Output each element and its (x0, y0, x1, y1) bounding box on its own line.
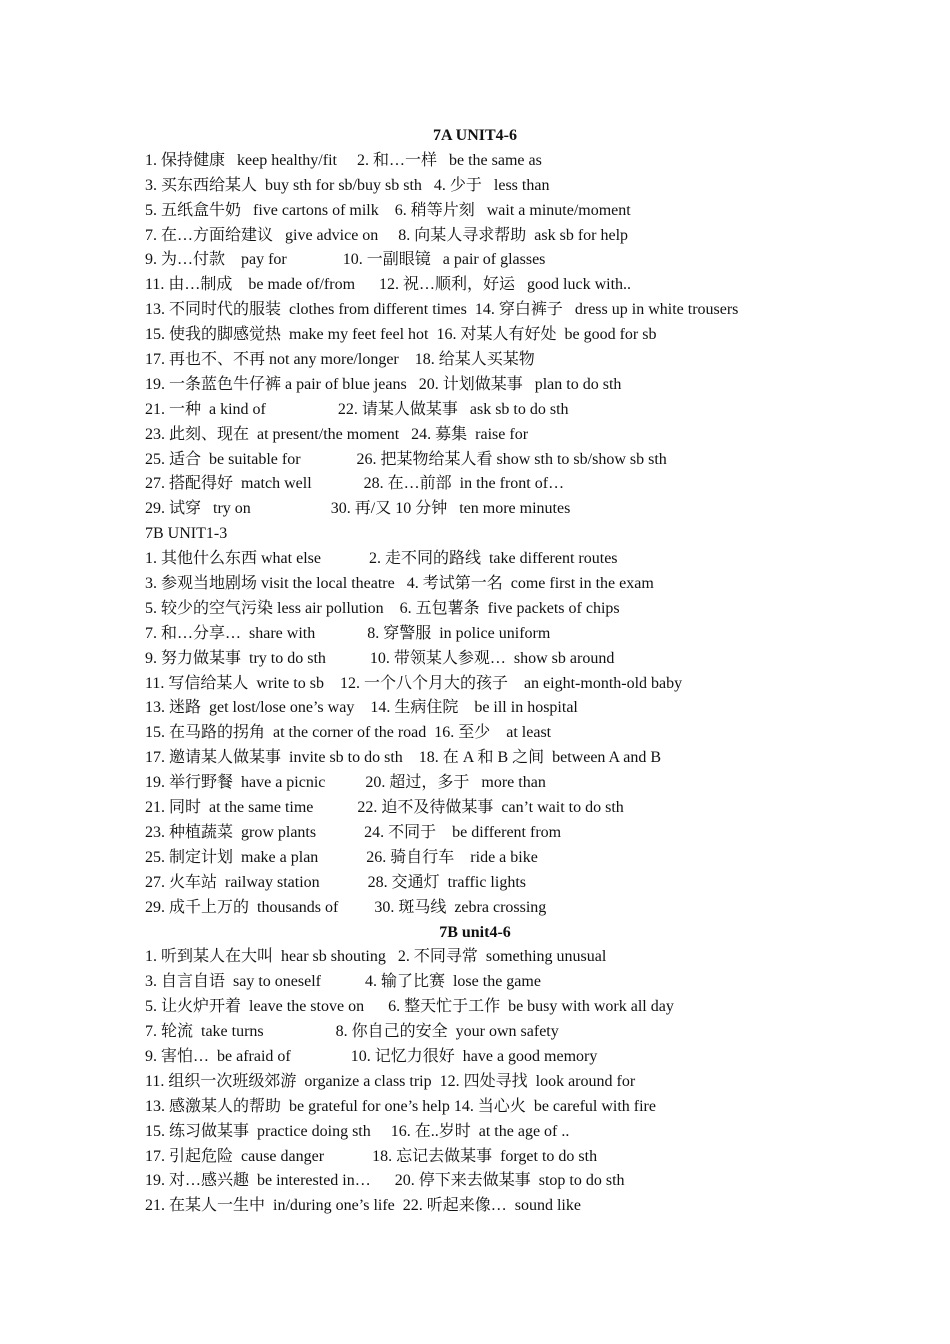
vocab-line: 11. 写信给某人 write to sb 12. 一个八个月大的孩子 an eight-month-old baby (145, 674, 683, 692)
vocab-line: 7. 在…方面给建议 give advice on 8. 向某人寻求帮助 ask sb for help (145, 226, 629, 244)
vocab-line: 17. 再也不、不再 not any more/longer 18. 给某人买某物 (145, 351, 535, 369)
vocab-line: 19. 举行野餐 have a picnic 20. 超过，多于 more than (145, 774, 546, 792)
section-title-7a-unit4-6: 7A UNIT4-6 (432, 127, 517, 144)
vocab-line: 1. 保持健康 keep healthy/fit 2. 和…一样 be the same as (145, 151, 542, 169)
document-body (0, 124, 950, 1219)
vocab-line: 7. 轮流 take turns 8. 你自己的安全 your own safety (145, 1023, 559, 1041)
vocab-line: 9. 努力做某事 try to do sth 10. 带领某人参观… show sb around (145, 649, 615, 667)
vocab-line: 17. 邀请某人做某事 invite sb to do sth 18. 在 A 和 B 之间 between A and B (145, 749, 661, 767)
vocab-line: 13. 迷路 get lost/lose one’s way 14. 生病住院 be ill in hospital (145, 699, 578, 717)
vocab-line: 29. 成千上万的 thousands of 30. 斑马线 zebra crossing (145, 898, 547, 916)
vocab-line: 25. 适合 be suitable for 26. 把某物给某人看 show sth to sb/show sb sth (145, 450, 667, 468)
vocab-line: 19. 对…感兴趣 be interested in… 20. 停下来去做某事 stop to do sth (145, 1172, 625, 1190)
vocab-line: 15. 使我的脚感觉热 make my feet feel hot 16. 对某人有好处 be good for sb (145, 326, 657, 344)
vocab-line: 7. 和…分享… share with 8. 穿警服 in police uniform (145, 624, 551, 642)
vocab-line: 3. 参观当地剧场 visit the local theatre 4. 考试第一名 come first in the exam (145, 575, 654, 593)
section-title-7b-unit1-3: 7B UNIT1-3 (145, 525, 228, 543)
vocab-line: 21. 在某人一生中 in/during one’s life 22. 听起来像… sound like (145, 1197, 581, 1215)
vocab-line: 15. 练习做某事 practice doing sth 16. 在..岁时 at the age of .. (145, 1122, 570, 1140)
vocab-line: 11. 由…制成 be made of/from 12. 祝…顺利，好运 good luck with.. (145, 276, 632, 294)
vocab-line: 17. 引起危险 cause danger 18. 忘记去做某事 forget to do sth (145, 1147, 598, 1165)
vocab-line: 13. 不同时代的服装 clothes from different times 14. 穿白裤子 dress up in white trousers (145, 301, 739, 319)
vocab-line: 3. 自言自语 say to oneself 4. 输了比赛 lose the game (145, 973, 541, 991)
vocab-line: 29. 试穿 try on 30. 再/又 10 分钟 ten more minutes (145, 500, 571, 518)
vocab-line: 9. 害怕… be afraid of 10. 记忆力很好 have a good memory (145, 1047, 598, 1065)
vocab-line: 1. 听到某人在大叫 hear sb shouting 2. 不同寻常 something unusual (145, 948, 607, 966)
vocab-line: 21. 同时 at the same time 22. 迫不及待做某事 can’t wait to do sth (145, 799, 624, 817)
vocab-line: 27. 搭配得好 match well 28. 在…前部 in the front of… (145, 475, 565, 493)
vocab-line: 13. 感激某人的帮助 be grateful for one’s help 14. 当心火 be careful with fire (145, 1097, 656, 1115)
vocab-line: 1. 其他什么东西 what else 2. 走不同的路线 take different routes (145, 550, 618, 568)
vocab-line: 11. 组织一次班级郊游 organize a class trip 12. 四处寻找 look around for (145, 1072, 636, 1090)
vocab-line: 5. 让火炉开着 leave the stove on 6. 整天忙于工作 be busy with work all day (145, 998, 674, 1016)
vocab-line: 25. 制定计划 make a plan 26. 骑自行车 ride a bike (145, 848, 538, 866)
vocab-line: 27. 火车站 railway station 28. 交通灯 traffic lights (145, 873, 526, 891)
vocab-line: 23. 此刻、现在 at present/the moment 24. 募集 raise for (145, 425, 529, 443)
vocab-line: 5. 五纸盒牛奶 five cartons of milk 6. 稍等片刻 wait a minute/moment (145, 201, 631, 219)
section-title-7b-unit4-6: 7B unit4-6 (439, 923, 511, 941)
vocab-line: 19. 一条蓝色牛仔裤 a pair of blue jeans 20. 计划做某事 plan to do sth (145, 375, 622, 393)
vocab-line: 15. 在马路的拐角 at the corner of the road 16. 至少 at least (145, 724, 552, 742)
vocab-line: 23. 种植蔬菜 grow plants 24. 不同于 be different from (145, 823, 562, 841)
vocab-line: 3. 买东西给某人 buy sth for sb/buy sb sth 4. 少于 less than (145, 176, 550, 194)
vocab-line: 9. 为…付款 pay for 10. 一副眼镜 a pair of glasses (145, 251, 546, 269)
vocab-line: 21. 一种 a kind of 22. 请某人做某事 ask sb to do sth (145, 400, 569, 418)
vocab-line: 5. 较少的空气污染 less air pollution 6. 五包薯条 five packets of chips (145, 599, 620, 617)
